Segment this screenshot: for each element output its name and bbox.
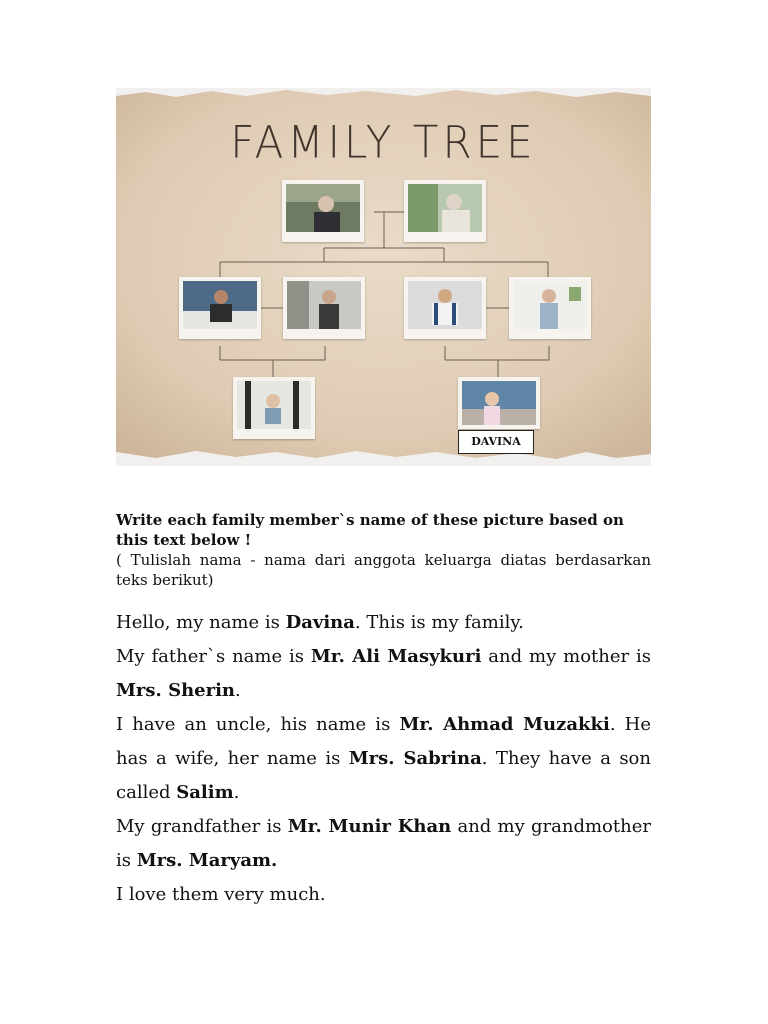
name-mother: Mrs. Sherin <box>116 680 236 701</box>
grandfather-photo <box>282 180 364 242</box>
family-story <box>116 606 651 912</box>
name-father: Mr. Ali Masykuri <box>310 646 482 667</box>
aunt-photo <box>283 277 365 339</box>
grandmother-photo <box>404 180 486 242</box>
name-grandmother: Mrs. Maryam. <box>136 850 278 871</box>
davina-photo <box>458 377 540 429</box>
name-davina: Davina <box>285 612 355 633</box>
father-photo <box>404 277 486 339</box>
davina-name-label: DAVINA <box>458 430 534 454</box>
story-paragraph-3: I have an uncle, his name is Mr. Ahmad Muzakki. He has a wife, her name is Mrs. Sabrina. They have a son called Salim. <box>116 714 652 803</box>
story-paragraph-2: My father`s name is Mr. Ali Masykuri and my mother is Mrs. Sherin. <box>116 646 652 701</box>
name-uncle: Mr. Ahmad Muzakki <box>399 714 610 735</box>
mother-photo <box>509 277 591 339</box>
tree-title: FAMILY TREE <box>230 116 537 169</box>
family-tree-illustration <box>116 88 651 466</box>
instruction-english: Write each family member`s name of these picture based on this text below ! <box>116 511 624 549</box>
uncle-photo <box>179 277 261 339</box>
name-son: Salim <box>176 782 234 803</box>
instruction-block <box>116 510 651 590</box>
story-paragraph-5: I love them very much. <box>116 884 326 905</box>
salim-photo <box>233 377 315 439</box>
name-grandfather: Mr. Munir Khan <box>287 816 452 837</box>
instruction-indonesian: ( Tulislah nama - nama dari anggota keluarga diatas berdasarkan teks berikut) <box>116 551 651 589</box>
name-aunt: Mrs. Sabrina <box>348 748 482 769</box>
story-paragraph-4: My grandfather is Mr. Munir Khan and my grandmother is Mrs. Maryam. <box>116 816 651 871</box>
story-paragraph-1: Hello, my name is Davina. This is my family. <box>116 612 524 633</box>
